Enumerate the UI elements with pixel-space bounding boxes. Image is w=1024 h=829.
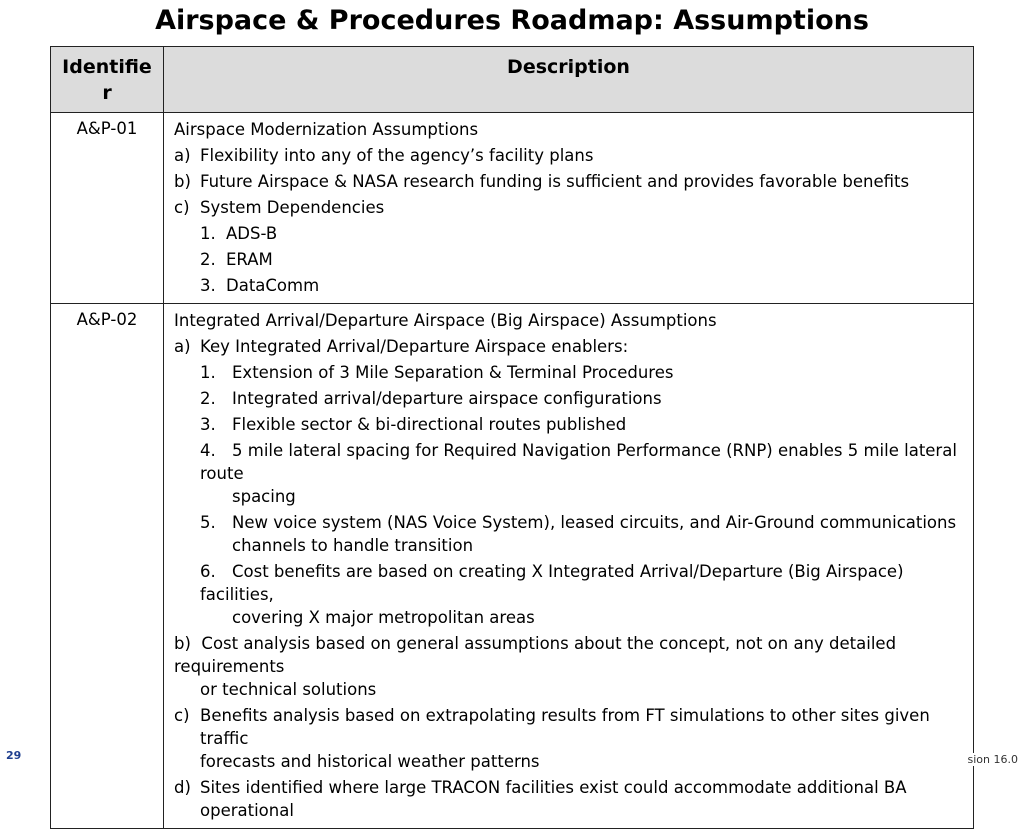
sub-list-marker: 1. [200, 224, 216, 243]
list-item-text: Cost analysis based on general assumptions about the concept, not on any detailed requirements [174, 634, 897, 676]
list-item [174, 196, 963, 219]
sub-list-marker: 5. [200, 513, 216, 532]
list-marker: a) [174, 146, 191, 165]
sub-list-item [174, 511, 963, 557]
list-item [174, 335, 963, 358]
sub-list-item [174, 274, 963, 297]
sub-list-item-text: Flexible sector & bi-directional routes published [232, 415, 627, 434]
table-row [51, 304, 974, 829]
sub-list-item-text: New voice system (NAS Voice System), leased circuits, and Air-Ground communications [232, 513, 957, 532]
sub-list-item-continuation: spacing [232, 487, 296, 506]
table-row [51, 113, 974, 304]
list-item-text: Sites identified where large TRACON facilities exist could accommodate additional BA [200, 778, 907, 797]
row-identifier: A&P-01 [51, 113, 164, 304]
sub-list-item [174, 387, 963, 410]
list-item-text: Future Airspace & NASA research funding is sufficient and provides favorable benefits [200, 172, 910, 191]
list-item [174, 632, 963, 701]
sub-list-item-continuation: channels to handle transition [232, 536, 474, 555]
list-marker: c) [174, 706, 190, 725]
list-item [174, 144, 963, 167]
sub-list-item [174, 560, 963, 629]
sub-list-marker: 3. [200, 276, 216, 295]
sub-list-marker: 2. [200, 250, 216, 269]
page-title: Airspace & Procedures Roadmap: Assumptions [155, 5, 869, 36]
list-item-continuation: or technical solutions [200, 680, 377, 699]
list-item-text: Key Integrated Arrival/Departure Airspace enablers: [200, 337, 629, 356]
list-marker: b) [174, 634, 191, 653]
sub-list-item-text: Integrated arrival/departure airspace configurations [232, 389, 662, 408]
list-item [174, 170, 963, 193]
sub-list-item [174, 248, 963, 271]
assumptions-table [50, 46, 974, 829]
row-description [164, 304, 974, 829]
sub-list-item [174, 361, 963, 384]
sub-list-item [174, 222, 963, 245]
sub-list-marker: 6. [200, 562, 216, 581]
sub-list-item-text: Extension of 3 Mile Separation & Terminal Procedures [232, 363, 674, 382]
row-heading: Integrated Arrival/Departure Airspace (Big Airspace) Assumptions [174, 311, 717, 330]
assumptions-table-container [50, 46, 974, 820]
sub-list-marker: 2. [200, 389, 216, 408]
sub-list-marker: 3. [200, 415, 216, 434]
list-marker: b) [174, 172, 191, 191]
row-heading: Airspace Modernization Assumptions [174, 120, 479, 139]
list-item [174, 704, 963, 773]
list-marker: c) [174, 198, 190, 217]
identifier-column-header: Identifier [51, 47, 164, 113]
table-header-row [51, 47, 974, 113]
sub-list-item-text: 5 mile lateral spacing for Required Navigation Performance (RNP) enables 5 mile lateral route [200, 441, 957, 483]
list-item-text: Flexibility into any of the agency’s facility plans [200, 146, 594, 165]
sub-list-item-text: DataComm [226, 276, 320, 295]
list-marker: d) [174, 778, 191, 797]
list-item-continuation: forecasts and historical weather patterns [200, 752, 540, 771]
list-item [174, 776, 963, 822]
sub-list-item-text: ERAM [226, 250, 273, 269]
sub-list-item-text: Cost benefits are based on creating X Integrated Arrival/Departure (Big Airspace) facilities, [200, 562, 904, 604]
list-item-continuation: operational [200, 801, 294, 820]
row-description [164, 113, 974, 304]
description-column-header: Description [164, 47, 974, 113]
sub-list-item [174, 439, 963, 508]
version-label: sion 16.0 [967, 753, 1018, 766]
list-item-text: System Dependencies [200, 198, 385, 217]
list-marker: a) [174, 337, 191, 356]
sub-list-item [174, 413, 963, 436]
page-number: 29 [6, 749, 22, 762]
sub-list-marker: 4. [200, 441, 216, 460]
sub-list-item-continuation: covering X major metropolitan areas [232, 608, 535, 627]
sub-list-item-text: ADS-B [226, 224, 278, 243]
row-identifier: A&P-02 [51, 304, 164, 829]
list-item-text: Benefits analysis based on extrapolating results from FT simulations to other sites given traffic [200, 706, 930, 748]
sub-list-marker: 1. [200, 363, 216, 382]
